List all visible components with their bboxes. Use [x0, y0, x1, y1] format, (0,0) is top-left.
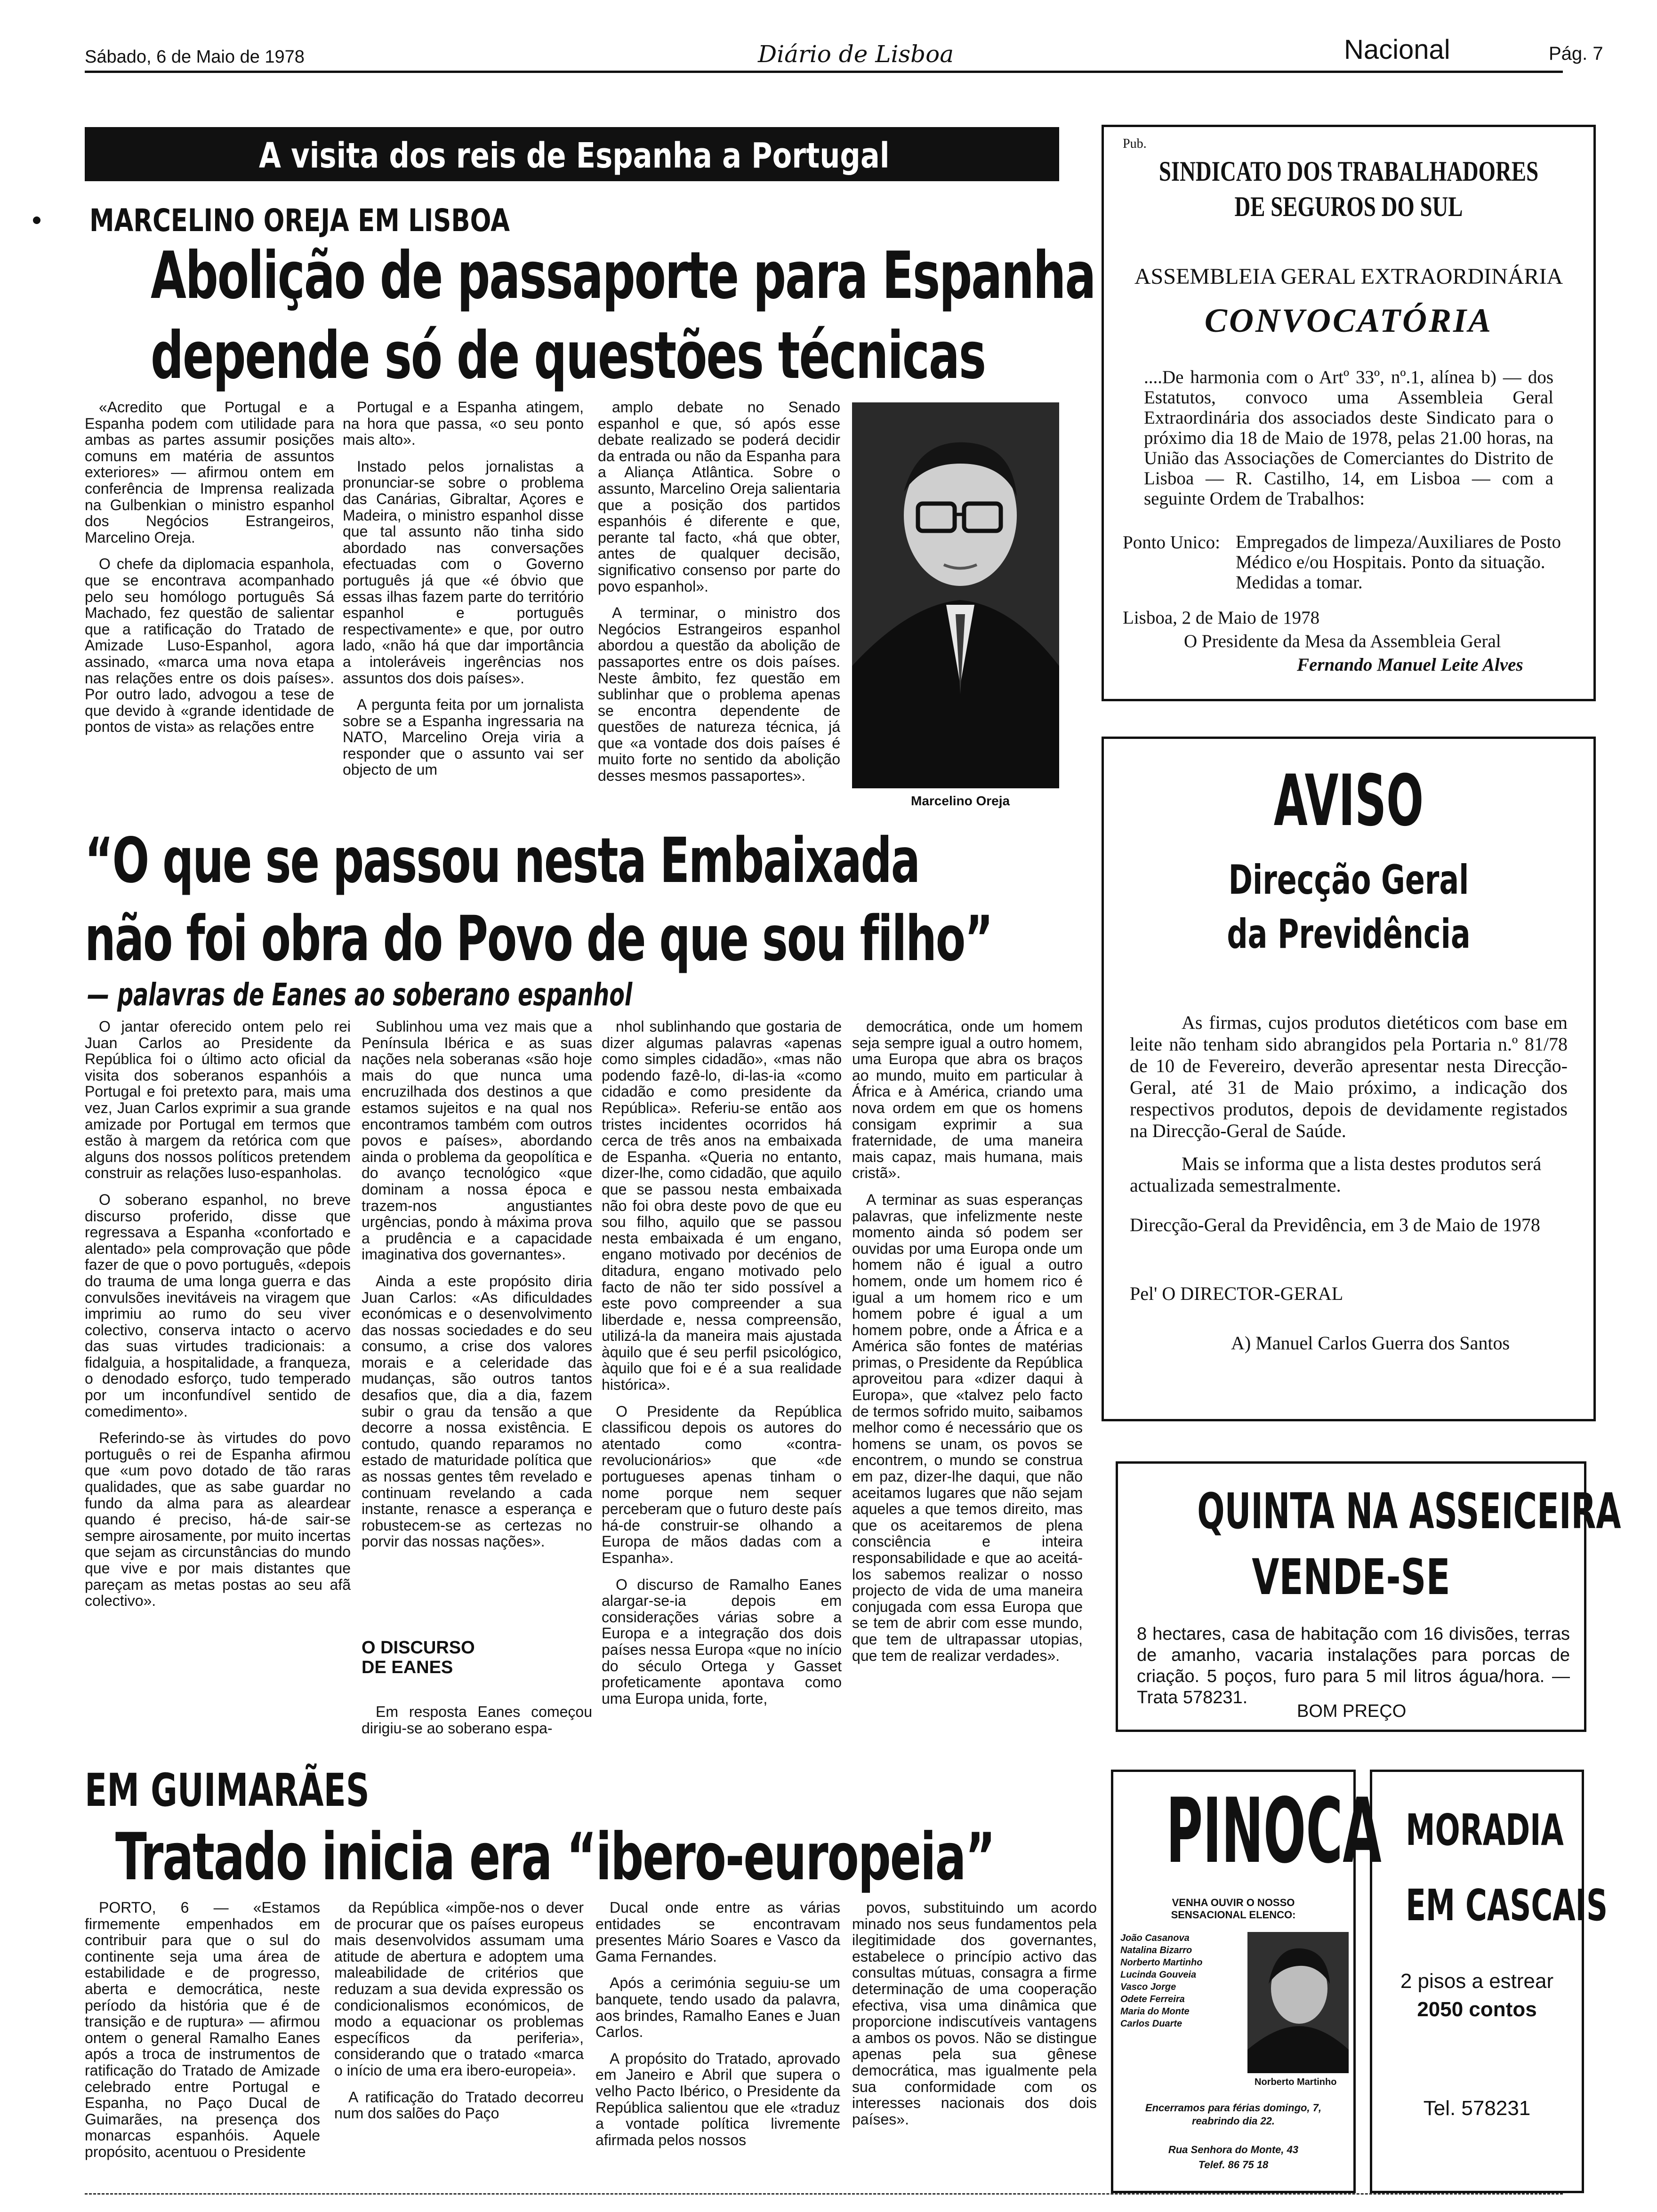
paragraph: A ratificação do Tratado decorreu num dos salões do Paço — [334, 2088, 584, 2122]
sindicato-assembly: ASSEMBLEIA GERAL EXTRAORDINÁRIA — [1134, 264, 1563, 289]
aviso-signoff: Pel' O DIRECTOR-GERAL — [1130, 1283, 1343, 1304]
cast-member: João Casanova — [1120, 1933, 1190, 1943]
story3-headline: Tratado inicia era “ibero-europeia” — [115, 1819, 995, 1895]
story3-column-3 — [595, 1899, 840, 2177]
story2-headline-line1: “O que se passou nesta Embaixada — [85, 825, 919, 897]
aviso-date: Direcção-Geral da Previdência, em 3 de Maio de 1978 — [1130, 1214, 1540, 1235]
portrait-caption: Marcelino Oreja — [911, 793, 1010, 808]
bottom-rule — [85, 2193, 1563, 2196]
story2-column-1 — [85, 1018, 351, 1739]
ad-sindicato — [1102, 125, 1596, 701]
sindicato-title-line1: SINDICATO DOS TRABALHADORES — [1158, 156, 1539, 187]
paragraph: PORTO, 6 — «Estamos firmemente empenhados em contribuir para que o sul do continente seja uma área de estabilidade e de progresso, aberta e democrática, neste período da história que é de transição e de ruptura» — afirmou ontem o general Ramalho Eanes após a troca de instrumentos de ratificação do Tratado de Amizade celebrado entre Portugal e Espanha, no Paço Ducal de Guimarães, na presença dos monarcas espanhóis. Aquele propósito, acentuou o Presidente — [85, 1899, 320, 2160]
paragraph: Instado pelos jornalistas a pronunciar-se sobre o problema das Canárias, Gibraltar, Açores e Madeira, o ministro espanhol disse que tal assunto não tinha sido abordado nas conversações efectuadas com o Governo português já que «é óbvio que essas ilhas fazem parte do território espanhol e português respectivamente» e que, por outro lado, «não há que dar importância a intoleráveis ingerências nos assuntos dos dois países». — [343, 457, 584, 687]
pinoca-photo — [1247, 1932, 1349, 2073]
paragraph: O soberano espanhol, no breve discurso proferido, disse que regressava a Espanha «confortado e alentado» pela comprovação que pôde fazer de que o povo português, «depois do trauma de uma longa guerra e das convulsões inevitáveis na viragem que imprimiu ao rumo do seu viver colectivo, conserva intacto o acervo das suas virtudes tradicionais: a fidalguia, a hospitalidade, a franqueza, o denodado esforço, tudo temperado por um inconfundível sentido de comedimento». — [85, 1191, 351, 1420]
aviso-org-line2: da Previdência — [1227, 911, 1471, 958]
cast-member: Lucinda Gouveia — [1120, 1970, 1197, 1980]
section-banner — [85, 127, 1059, 181]
paragraph: «Acredito que Portugal e a Espanha podem com utilidade para ambas as partes assumir posições comuns em matéria de assuntos exteriores» — afirmou ontem em conferência de Imprensa realizada na Gulbenkian o ministro espanhol dos Negócios Estrangeiros, Marcelino Oreja. — [85, 399, 334, 546]
aviso-body: As firmas, cujos produtos dietéticos com base em leite não tenham sido abrangidos pela Portaria n.º 81/78 de 10 de Fevereiro, deverão apresentar nesta Direcção-Geral, até 31 de Maio próximo, a indicação dos respectivos produtos, depois de devidamente registados na Direcção-Geral de Saúde. — [1130, 1012, 1568, 1141]
story2-subsection-title: O DISCURSO DE EANES — [362, 1638, 475, 1677]
aviso-body-2: Mais se informa que a lista destes produtos será actualizada semestralmente. — [1130, 1153, 1542, 1196]
pinoca-title: PINOCA — [1166, 1779, 1382, 1883]
pinoca-phone: Telef. 86 75 18 — [1198, 2159, 1269, 2171]
aviso-org-line1: Direcção Geral — [1228, 857, 1469, 904]
story1-headline-line1: Abolição de passaporte para Espanha — [151, 238, 1095, 313]
header-rule — [85, 71, 1563, 73]
cast-member: Maria do Monte — [1120, 2006, 1190, 2017]
cast-member: Carlos Duarte — [1120, 2019, 1182, 2029]
story2-column-3 — [602, 1018, 842, 1739]
section-label: Nacional — [1344, 34, 1450, 65]
pinoca-cast-list — [1120, 1932, 1238, 2030]
story3-column-2 — [334, 1899, 584, 2177]
page-header — [0, 0, 1657, 80]
story2-column-4 — [852, 1018, 1083, 1739]
masthead: Diário de Lisboa — [758, 40, 954, 68]
sindicato-convocatoria: CONVOCATÓRIA — [1204, 302, 1493, 339]
story1-kicker: MARCELINO OREJA EM LISBOA — [89, 202, 510, 239]
ad-pinoca — [1111, 1770, 1382, 2193]
story3-column-4 — [852, 1899, 1097, 2177]
cast-member: Norberto Martinho — [1120, 1957, 1203, 1968]
paragraph: democrática, onde um homem seja sempre igual a outro homem, uma Europa que abra os braços ao mundo, muito em particular à África e à América, criando uma nova ordem em que os homens consigam exprimir a sua fraternidade, de uma maneira mais capaz, mais humana, mais cristã». — [852, 1018, 1083, 1182]
paragraph: Portugal e a Espanha atingem, na hora que passa, «o seu ponto mais alto». — [343, 399, 584, 449]
page-number: Pág. 7 — [1549, 43, 1603, 64]
pinoca-tagline: VENHA OUVIR O NOSSO SENSACIONAL ELENCO: — [1171, 1897, 1296, 1921]
issue-date: Sábado, 6 de Maio de 1978 — [85, 47, 305, 67]
story2-column-2-tail — [362, 1704, 592, 1741]
paragraph: povos, substituindo um acordo minado nos seus fundamentos pela ilegitimidade dos governantes, estabelece o princípio activo das consultas mútuas, consagra a firme determinação de uma cooperação efectiva, visa uma dinâmica que proporcione indiscutíveis vantagens a ambos os povos. Não se distingue apenas pela sua gênese democrática, mas igualmente pela sua conformidade com os interesses nacionais dos dois países». — [852, 1899, 1097, 2128]
sindicato-signature-role: O Presidente da Mesa da Assembleia Geral — [1184, 631, 1501, 651]
paragraph: Ducal onde entre as várias entidades se encontravam presentes Mário Soares e Vasco da Gama Fernandes. — [595, 1899, 840, 1965]
pinoca-address: Rua Senhora do Monte, 43 — [1168, 2144, 1299, 2156]
paragraph: O chefe da diplomacia espanhola, que se encontrava acompanhado pelo seu homólogo português Sá Machado, fez questão de salientar que a ratificação do Tratado de Amizade Luso-Espanhol, agora assinado, «marca uma nova etapa nas relações entre os dois países». Por outro lado, advogou a tese de que devido à «grande identidade de pontos de vista» as relações entre — [85, 555, 334, 736]
paragraph: da República «impõe-nos o dever de procurar que os países europeus mais desenvolvidos assumam uma atitude de abertura e adoptem uma maleabilidade de critérios que reduzam a sua devida expressão os condicionalismos económicos, de modo a equacionar os problemas específicos da periferia», considerando que o tratado «marca o início de uma era ibero-europeia». — [334, 1899, 584, 2079]
quinta-body: 8 hectares, casa de habitação com 16 divisões, terras de amanho, vacaria instalações para porcas de criação. 5 poços, furo para 5 mil litros água/hora. — Trata 578231. — [1137, 1624, 1570, 1707]
portrait-illustration — [852, 402, 1059, 788]
story3-kicker: EM GUIMARÃES — [85, 1764, 370, 1817]
moradia-title-line1: MORADIA — [1406, 1805, 1564, 1855]
paragraph: amplo debate no Senado espanhol e que, só após esse debate realizado se poderá decidir da entrada ou não da Espanha para a Aliança Atlântica. Sobre o assunto, Marcelino Oreja salientaria que a posição dos partidos espanhóis é diferente e que, perante tal facto, «há que obter, antes de qualquer decisão, significativo consenso por parte do povo espanhol». — [598, 399, 840, 595]
ad-quinta — [1116, 1461, 1621, 1732]
quinta-subtitle: VENDE-SE — [1252, 1548, 1450, 1606]
quinta-footer: BOM PREÇO — [1297, 1701, 1407, 1721]
paragraph: O Presidente da República classificou depois os autores do atentado como «contra-revolucionários» que «de portugueses apenas tinham o nome porque nem sequer perceberam que o futuro deste país há-de construir-se olhando a Europa de mãos dadas com a Espanha». — [602, 1403, 842, 1566]
story3-column-1 — [85, 1899, 320, 2177]
paragraph: Em resposta Eanes começou dirigiu-se ao soberano espa- — [362, 1704, 592, 1737]
paragraph: A terminar as suas esperanças palavras, que infelizmente neste momento ainda só podem ser ouvidas por uma Europa onde um homem não é igual a outro homem, onde um homem rico é igual a um homem rico e um homem pobre é igual a um homem pobre, onde a África e a América são fontes de matérias primas, o Presidente da República aproveitou para «dizer daqui à Europa», que «talvez pelo facto de termos sofrido muito, saibamos melhor como é necessário que os homens se unam, os povos se encontrem, o mundo se construa em paz, dizer-lhe daqui, que não aceitamos lugares que não sejam aqueles a que temos direito, mas que os aceitaremos de plena consciência e inteira responsabilidade e que ao aceitá-los sabemos realizar o nosso projecto de vida de uma maneira conjugada com essa Europa que se tem de abrir com esse mundo, que tem de ultrapassar utopias, que tem de realizar verdades». — [852, 1191, 1083, 1664]
paragraph: O jantar oferecido ontem pelo rei Juan Carlos ao Presidente da República foi o último acto oficial da visita dos soberanos espanhóis a Portugal e foi pretexto para, mais uma vez, Juan Carlos exprimir a sua grande amizade por Portugal em termos que estão à margem da retórica com que alguns dos nossos políticos pretendem construir as relações luso-espanholas. — [85, 1018, 351, 1182]
sindicato-date: Lisboa, 2 de Maio de 1978 — [1123, 608, 1320, 628]
cast-member: Natalina Bizarro — [1120, 1945, 1192, 1956]
story1-headline-line2: depende só de questões técnicas — [151, 318, 985, 393]
cast-member: Vasco Jorge — [1120, 1982, 1176, 1992]
portrait-photo — [852, 402, 1059, 788]
paragraph: O discurso de Ramalho Eanes alargar-se-ia depois em considerações várias sobre a Europa e a integração dos dois países nessa Europa «que no início do século Ortega y Gasset profeticamente apontava como uma Europa unida, forte, — [602, 1576, 842, 1707]
paragraph: nhol sublinhando que gostaria de dizer algumas palavras «apenas como simples cidadão», «mas não podendo fazê-lo, di-las-ia «como cidadão e como presidente da República». Referiu-se então aos tristes incidentes ocorridos há cerca de três anos na embaixada de Espanha. «Queria no entanto, dizer-lhe, como cidadão, que aquilo que se passou nesta embaixada não foi obra deste povo de que eu sou filho, aquilo que se passou nesta embaixada é um engano, engano motivado por decénios de ditadura, engano motivado pelo facto de não ter sido possível a este povo compreender a sua liberdade e, nessa compreensão, utilizá-la da maneira mais ajustada àquilo que é seu perfil psicológico, àquilo que foi e é a sua realidade histórica». — [602, 1018, 842, 1394]
story1-column-3 — [598, 399, 840, 813]
paragraph: A propósito do Tratado, aprovado em Janeiro e Abril que supera o velho Pacto Ibérico, o Presidente da República salientou que ele «traduz a vontade política livremente afirmada pelos nossos — [595, 2050, 840, 2148]
sindicato-agenda-label: Ponto Unico: — [1123, 532, 1220, 553]
paragraph: Referindo-se às virtudes do povo português o rei de Espanha afirmou que «um povo dotado de tão raras qualidades, que as sabe guardar no fundo da alma para as aleardear quando é preciso, há-de sair-se sempre airosamente, por muito incertas que sejam as circunstâncias do mundo que vive e por mais distantes que pareçam as metas postas ao seu afã colectivo». — [85, 1429, 351, 1610]
story2-column-2 — [362, 1018, 592, 1630]
paragraph: Após a cerimónia seguiu-se um banquete, tendo usado da palavra, aos brindes, Ramalho Eanes e Juan Carlos. — [595, 1974, 840, 2041]
pinoca-photo-caption: Norberto Martinho — [1255, 2077, 1337, 2087]
pinoca-photo-illustration — [1247, 1932, 1349, 2073]
moradia-phone: Tel. 578231 — [1423, 2097, 1531, 2120]
ad-moradia — [1370, 1770, 1608, 2193]
story1-column-1 — [85, 399, 334, 813]
pub-tag: Pub. — [1123, 136, 1147, 151]
sindicato-signature-name: Fernando Manuel Leite Alves — [1297, 655, 1523, 675]
aviso-title: AVISO — [1273, 760, 1424, 842]
sindicato-body: ....De harmonia com o Artº 33º, nº.1, alínea b) — dos Estatutos, convoco uma Assembleia Geral Extraordinária dos associados deste Sindicato para o próximo dia 18 de Maio de 1978, pelas 21.00 horas, na União das Associações de Comerciantes do Distrito de Lisboa — R. Castilho, 14, em Lisboa — com a seguinte Ordem de Trabalhos: — [1144, 367, 1553, 509]
ad-aviso — [1102, 737, 1596, 1421]
story1-column-2 — [343, 399, 584, 813]
pinoca-closed-notice: Encerramos para férias domingo, 7, reabrindo dia 22. — [1145, 2102, 1322, 2127]
banner-title: A visita dos reis de Espanha a Portugal — [259, 136, 890, 176]
sindicato-title-line2: DE SEGUROS DO SUL — [1234, 191, 1463, 222]
paragraph: A pergunta feita por um jornalista sobre se a Espanha ingressaria na NATO, Marcelino Oreja viria a responder que o assunto vai ser objecto de um — [343, 696, 584, 778]
cast-member: Odete Ferreira — [1120, 1994, 1185, 2004]
paragraph: Sublinhou uma vez mais que a Península Ibérica e as suas nações nela soberanas «são hoje mais do que nunca uma encruzilhada dos destinos a que estamos sujeitos e na qual nos encontramos também com outros povos e países», abordando ainda o problema da geopolítica e do avanço tecnológico «que dominam a nossa época e trazem-nos angustiantes urgências, pondo à máxima prova a prudência e a capacidade imaginativa dos governantes». — [362, 1018, 592, 1263]
sindicato-agenda-text: Empregados de limpeza/Auxiliares de Posto Médico e/ou Hospitais. Ponto da situação. Medidas a tomar. — [1236, 532, 1561, 593]
quinta-title: QUINTA NA ASSEICEIRA — [1197, 1483, 1621, 1540]
moradia-body: 2 pisos a estrear — [1400, 1970, 1554, 1993]
story2-headline-line2: não foi obra do Povo de que sou filho” — [85, 903, 992, 975]
moradia-title-line2: EM CASCAIS — [1406, 1880, 1608, 1931]
story2-subhead: — palavras de Eanes ao soberano espanhol — [87, 977, 633, 1013]
paragraph: A terminar, o ministro dos Negócios Estrangeiros espanhol abordou a questão da abolição de passaportes entre os dois países. Neste âmbito, fez questão em sublinhar que o problema apenas se encontra dependente de questões de natureza técnica, já que «a vontade dos dois países é muito forte no sentido da abolição desses mesmos passaportes». — [598, 604, 840, 785]
bullet-dot — [33, 216, 40, 224]
paragraph: Ainda a este propósito diria Juan Carlos: «As dificuldades económicas e o desenvolvimento das nossas sociedades e do seu consumo, a crise dos valores morais e a celeridade das mudanças, são outros tantos desafios que, dia a dia, fazem subir o grau da tensão a que decorre a nossa existência. E contudo, quando reparamos no estado de maturidade política que as nossas gentes têm revelado e continuam revelando a cada instante, renasce a esperança e robustecem-se as certezas no porvir das nossas nações». — [362, 1272, 592, 1550]
moradia-price: 2050 contos — [1417, 1998, 1537, 2021]
aviso-signature: A) Manuel Carlos Guerra dos Santos — [1231, 1332, 1510, 1354]
